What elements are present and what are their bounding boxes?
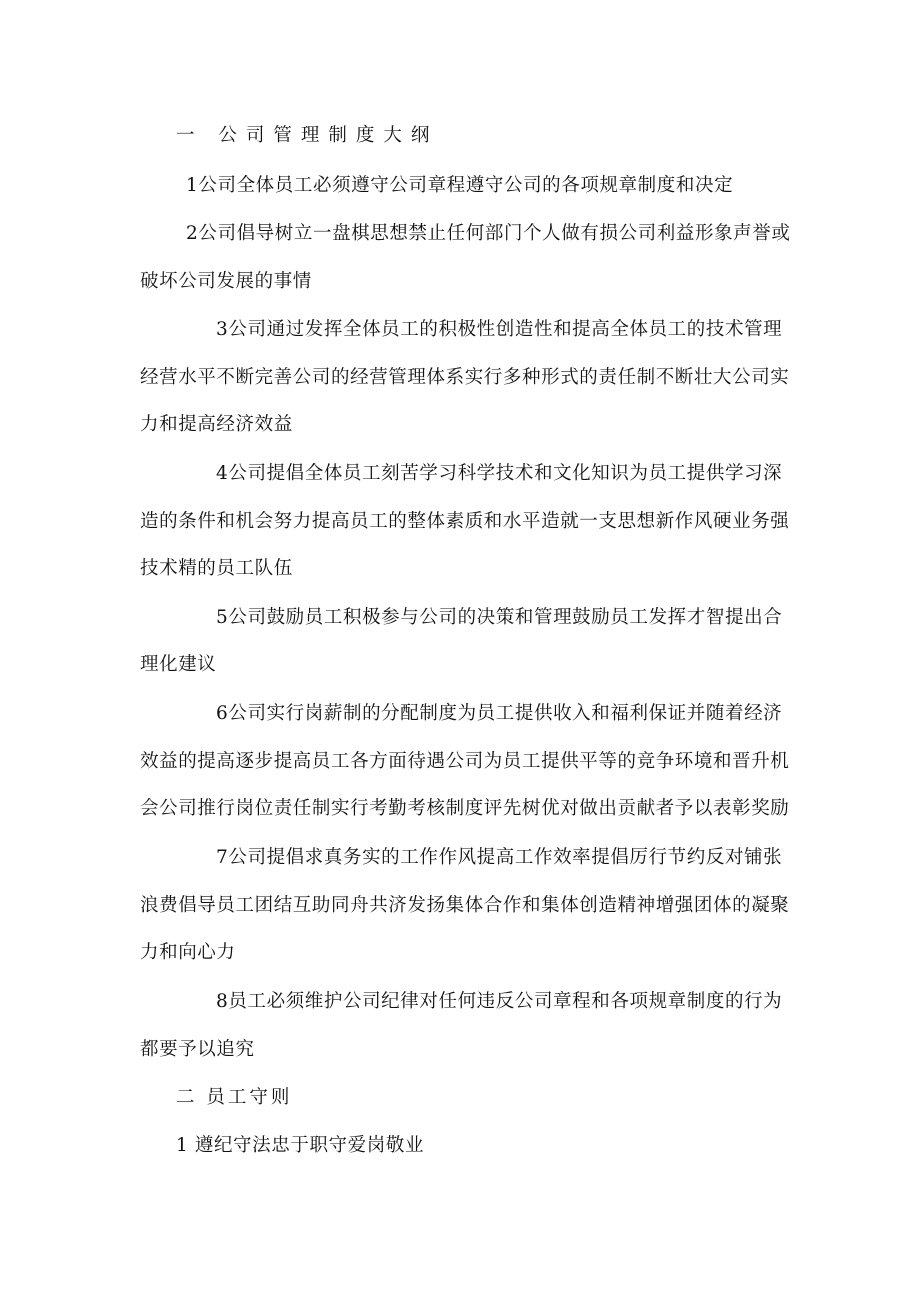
paragraph-line: 4公司提倡全体员工刻苦学习科学技术和文化知识为员工提供学习深 [216, 463, 783, 484]
paragraph-line: 理化建议 [140, 654, 217, 675]
section-heading: 二 员工守则 [176, 1087, 293, 1108]
paragraph-line: 技术精的员工队伍 [140, 558, 293, 579]
paragraph-line: 浪费倡导员工团结互助同舟共济发扬集体合作和集体创造精神增强团体的凝聚 [140, 895, 790, 916]
paragraph-line: 1 遵纪守法忠于职守爱岗敬业 [176, 1135, 425, 1156]
paragraph-line: 7公司提倡求真务实的工作作风提高工作效率提倡厉行节约反对铺张 [216, 847, 783, 868]
paragraph-line: 破坏公司发展的事情 [140, 271, 312, 292]
paragraph-line: 效益的提高逐步提高员工各方面待遇公司为员工提供平等的竞争环境和晋升机 [140, 751, 790, 772]
paragraph-line: 经营水平不断完善公司的经营管理体系实行多种形式的责任制不断壮大公司实 [140, 367, 790, 388]
paragraph-line: 8员工必须维护公司纪律对任何违反公司章程和各项规章制度的行为 [216, 991, 783, 1012]
paragraph-line: 都要予以追究 [140, 1039, 255, 1060]
paragraph-line: 力和提高经济效益 [140, 414, 293, 435]
paragraph-line: 1公司全体员工必须遵守公司章程遵守公司的各项规章制度和决定 [186, 175, 734, 196]
paragraph-line: 力和向心力 [140, 942, 236, 963]
paragraph-line: 5公司鼓励员工积极参与公司的决策和管理鼓励员工发挥才智提出合 [216, 607, 783, 628]
paragraph-line: 3公司通过发挥全体员工的积极性创造性和提高全体员工的技术管理 [216, 319, 783, 340]
paragraph-line: 2公司倡导树立一盘棋思想禁止任何部门个人做有损公司利益形象声誉或 [186, 223, 791, 244]
paragraph-line: 会公司推行岗位责任制实行考勤考核制度评先树优对做出贡献者予以表彰奖励 [140, 798, 790, 819]
paragraph-line: 造的条件和机会努力提高员工的整体素质和水平造就一支思想新作风硬业务强 [140, 511, 790, 532]
paragraph-line: 6公司实行岗薪制的分配制度为员工提供收入和福利保证并随着经济 [216, 703, 783, 724]
section-heading: 一 公司管理制度大纲 [176, 125, 439, 146]
